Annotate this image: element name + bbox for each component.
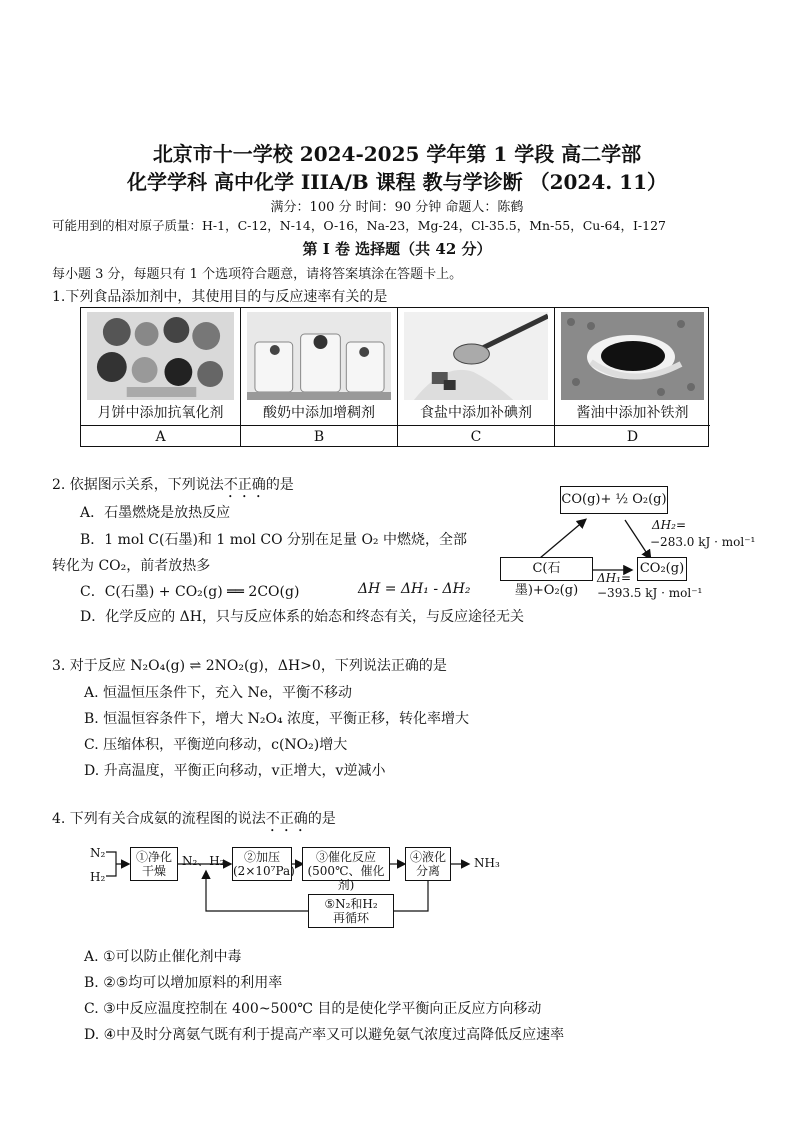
q2-stem: [52, 474, 294, 501]
q2-box-co: CO(g)+ ½ O₂(g): [560, 486, 668, 514]
q2-box-co2: CO₂(g): [637, 557, 687, 581]
q4-step5-recycle: ⑤N₂和H₂ 再循环: [308, 894, 394, 928]
q3-stem: 3. 对于反应 N₂O₄(g) ⇌ 2NO₂(g)，ΔH>0，下列说法正确的是: [52, 658, 447, 674]
q2-stem-post: 的是: [265, 477, 294, 493]
q4-step3-catalysis: ③催化反应 (500℃、催化剂): [302, 847, 390, 881]
q2-option-c: C．C(石墨) + CO₂(g) ══ 2CO(g): [80, 584, 300, 600]
q2-option-b-line2: 转化为 CO₂，前者放热多: [52, 558, 211, 574]
q1-image-table: [80, 307, 709, 447]
q1-letter-b: B: [241, 425, 397, 451]
q4-stem: [52, 808, 336, 835]
section-title: 第 I 卷 选择题（共 42 分）: [302, 240, 492, 258]
q4-step1-purify: ①净化 干燥: [130, 847, 178, 881]
q1-option-c: [398, 308, 555, 446]
q4-option-b: B. ②⑤均可以增加原料的利用率: [84, 975, 283, 991]
atomic-masses: 可能用到的相对原子质量：H-1，C-12，N-14，O-16，Na-23，Mg-24，Cl-35.5，Mn-55，Cu-64，I-127: [52, 218, 666, 233]
q2-dh1-value: −393.5 kJ · mol⁻¹: [597, 586, 703, 600]
q4-stem-emphasis: 不正确: [265, 811, 308, 827]
q1-caption-a: 月饼中添加抗氧化剂: [97, 405, 224, 421]
q1-caption-b: 酸奶中添加增稠剂: [263, 405, 375, 421]
q2-dh2-value: −283.0 kJ · mol⁻¹: [650, 535, 756, 549]
q2-option-b-line1: B．1 mol C(石墨)和 1 mol CO 分别在足量 O₂ 中燃烧，全部: [80, 532, 467, 548]
q4-stem-post: 的是: [307, 811, 336, 827]
salt-spoon-image: [404, 312, 548, 400]
q1-letter-c: C: [398, 425, 554, 451]
q2-option-a: A．石墨燃烧是放热反应: [80, 505, 231, 521]
q3-option-c: C. 压缩体积，平衡逆向移动，c(NO₂)增大: [84, 737, 348, 753]
q1-letter-d: D: [555, 425, 710, 451]
q4-input-h2: H₂: [90, 870, 106, 884]
yogurt-image: [247, 312, 391, 400]
q4-option-c: C. ③中反应温度控制在 400~500℃ 目的是使化学平衡向正反应方向移动: [84, 1001, 542, 1017]
exam-title-line2: 化学学科 高中化学 IIIA/B 课程 教与学诊断 （2024. 11）: [126, 170, 668, 194]
q4-step4-liquefy: ④液化 分离: [405, 847, 451, 881]
soy-sauce-image: [561, 312, 704, 400]
q4-option-a: A. ①可以防止催化剂中毒: [84, 949, 242, 965]
q2-dh1-label: ΔH₁=: [597, 571, 631, 585]
q1-option-a: [81, 308, 241, 446]
q1-letter-a: A: [81, 425, 240, 451]
q2-stem-emphasis: 不正确: [223, 477, 266, 493]
exam-title-line1: 北京市十一学校 2024-2025 学年第 1 学段 高二学部: [152, 142, 642, 166]
q3-option-d: D. 升高温度，平衡正向移动，v正增大，v逆减小: [84, 763, 386, 779]
q2-option-d: D．化学反应的 ΔH，只与反应体系的始态和终态有关，与反应途径无关: [80, 609, 524, 625]
q3-option-a: A. 恒温恒压条件下，充入 Ne，平衡不移动: [84, 685, 352, 701]
q1-option-b: [241, 308, 398, 446]
q1-caption-c: 食盐中添加补碘剂: [420, 405, 532, 421]
q4-step2-pressurize: ②加压 (2×10⁷Pa): [232, 847, 292, 881]
q4-option-d: D. ④中及时分离氨气既有利于提高产率又可以避免氨气浓度过高降低反应速率: [84, 1027, 565, 1043]
q1-caption-d: 酱油中添加补铁剂: [576, 405, 689, 421]
instructions: 每小题 3 分，每题只有 1 个选项符合题意，请将答案填涂在答题卡上。: [52, 267, 463, 282]
q3-option-b: B. 恒温恒容条件下，增大 N₂O₄ 浓度，平衡正移，转化率增大: [84, 711, 470, 727]
q4-stem-pre: 4. 下列有关合成氨的流程图的说法: [52, 811, 266, 827]
q4-input-n2: N₂: [90, 846, 106, 860]
exam-meta: 满分：100 分 时间：90 分钟 命题人：陈鹤: [270, 200, 524, 215]
q2-dh2-label: ΔH₂=: [652, 518, 686, 532]
q2-option-c-dh: ΔH = ΔH₁ - ΔH₂: [358, 581, 471, 597]
q4-output-nh3: NH₃: [474, 856, 500, 870]
q2-stem-pre: 2. 依据图示关系，下列说法: [52, 477, 224, 493]
q1-stem: 1.下列食品添加剂中，其使用目的与反应速率有关的是: [52, 289, 388, 305]
mooncake-image: [87, 312, 234, 400]
q2-box-graphite: C(石墨)+O₂(g): [500, 557, 593, 581]
q1-option-d: [555, 308, 710, 446]
q4-mid-label: N₂、H₂: [182, 854, 225, 868]
